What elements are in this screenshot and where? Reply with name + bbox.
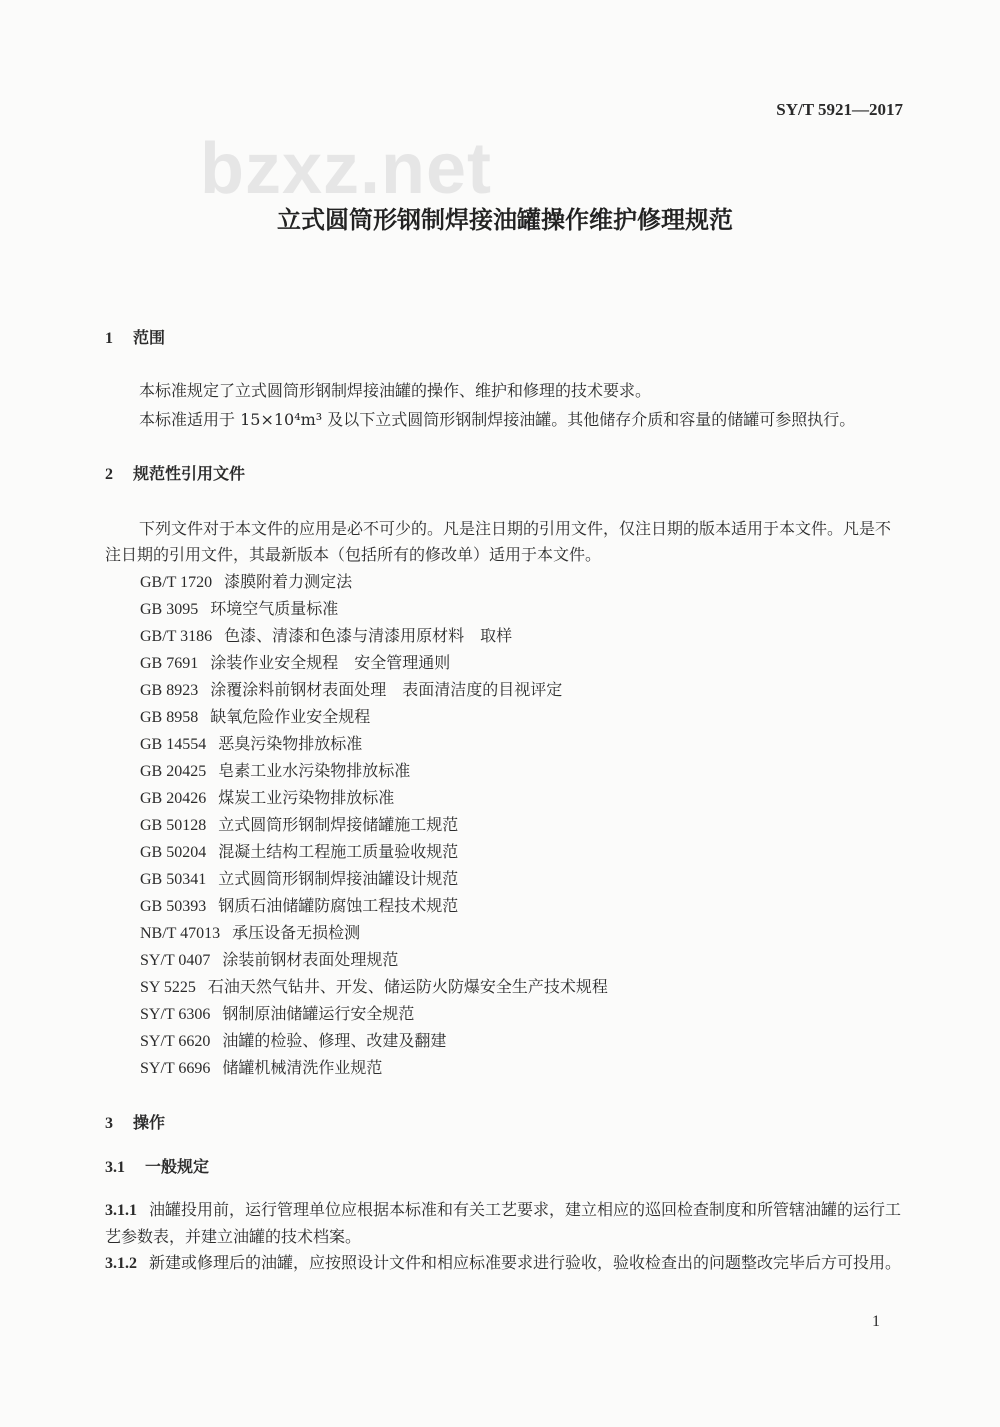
clause-text: 油罐投用前，运行管理单位应根据本标准和有关工艺要求，建立相应的巡回检查制度和所管辖油罐的运行工艺参数表，并建立油罐的技术档案。: [105, 1200, 902, 1246]
reference-code: GB 14554: [140, 736, 207, 753]
reference-name: 皂素工业水污染物排放标准: [218, 761, 411, 780]
reference-code: GB 8923: [140, 682, 199, 699]
paragraph: 本标准适用于 15×10⁴m³ 及以下立式圆筒形钢制焊接油罐。其他储存介质和容量的储罐可参照执行。: [139, 410, 856, 429]
section-1-heading: [105, 325, 165, 348]
reference-item: [140, 649, 608, 676]
reference-name: 承压设备无损检测: [232, 923, 361, 942]
reference-name: 煤炭工业污染物排放标准: [218, 788, 395, 807]
reference-list: [140, 568, 608, 1081]
reference-code: SY/T 6696: [140, 1060, 211, 1077]
reference-code: GB 20425: [140, 763, 207, 780]
reference-code: GB 50393: [140, 898, 207, 915]
reference-code: GB 20426: [140, 790, 207, 807]
reference-code: GB/T 3186: [140, 628, 213, 645]
reference-code: SY/T 0407: [140, 952, 211, 969]
reference-code: SY/T 6620: [140, 1033, 211, 1050]
clause-number: 3.1.1: [105, 1202, 137, 1219]
reference-code: GB 50341: [140, 871, 207, 888]
document-title: 立式圆筒形钢制焊接油罐操作维护修理规范: [277, 206, 733, 234]
reference-item: [140, 973, 608, 1000]
watermark: bzxz.net: [200, 129, 493, 209]
reference-name: 油罐的检验、修理、改建及翻建: [222, 1031, 447, 1050]
reference-item: [140, 838, 608, 865]
reference-item: [140, 811, 608, 838]
clause: [105, 1250, 905, 1277]
reference-item: [140, 676, 608, 703]
reference-item: [140, 730, 608, 757]
reference-name: 石油天然气钻井、开发、储运防火防爆安全生产技术规程: [207, 977, 608, 996]
subsection-number: 3.1: [105, 1159, 125, 1176]
reference-name: 环境空气质量标准: [210, 599, 339, 618]
section-title: 操作: [133, 1113, 166, 1132]
reference-item: [140, 1027, 608, 1054]
section-number: 3: [105, 1115, 113, 1132]
reference-code: GB 8958: [140, 709, 199, 726]
reference-item: [140, 946, 608, 973]
reference-name: 立式圆筒形钢制焊接储罐施工规范: [218, 815, 459, 834]
clause-number: 3.1.2: [105, 1255, 137, 1272]
section-number: 1: [105, 330, 113, 347]
reference-item: [140, 595, 608, 622]
reference-name: 涂装前钢材表面处理规范: [222, 950, 399, 969]
reference-name: 混凝土结构工程施工质量验收规范: [218, 842, 459, 861]
reference-name: 缺氧危险作业安全规程: [210, 707, 371, 726]
reference-code: SY/T 6306: [140, 1006, 211, 1023]
reference-name: 涂装作业安全规程 安全管理通则: [210, 653, 451, 672]
reference-item: [140, 919, 608, 946]
reference-item: [140, 622, 608, 649]
reference-name: 钢质石油储罐防腐蚀工程技术规范: [218, 896, 459, 915]
paragraph: 本标准规定了立式圆筒形钢制焊接油罐的操作、维护和修理的技术要求。: [139, 381, 652, 400]
standard-number: SY/T 5921—2017: [776, 100, 903, 119]
reference-name: 储罐机械清洗作业规范: [222, 1058, 383, 1077]
reference-code: GB 50128: [140, 817, 207, 834]
reference-item: [140, 865, 608, 892]
section-2-heading: [105, 461, 245, 484]
reference-item: [140, 1000, 608, 1027]
subsection-heading: [105, 1154, 209, 1177]
reference-item: [140, 703, 608, 730]
reference-item: [140, 784, 608, 811]
reference-code: GB 7691: [140, 655, 199, 672]
section-number: 2: [105, 466, 113, 483]
reference-name: 恶臭污染物排放标准: [218, 734, 363, 753]
clause-text: 新建或修理后的油罐，应按照设计文件和相应标准要求进行验收，验收检查出的问题整改完毕后方可投用。: [149, 1253, 902, 1272]
section-title: 规范性引用文件: [133, 464, 246, 483]
section-3-heading: [105, 1110, 165, 1133]
reference-code: GB 50204: [140, 844, 207, 861]
reference-item: [140, 892, 608, 919]
reference-name: 钢制原油储罐运行安全规范: [222, 1004, 415, 1023]
reference-code: GB 3095: [140, 601, 199, 618]
clause: [105, 1197, 905, 1250]
paragraph: 下列文件对于本文件的应用是必不可少的。凡是注日期的引用文件，仅注日期的版本适用于本文件。凡是不注日期的引用文件，其最新版本（包括所有的修改单）适用于本文件。: [105, 519, 892, 564]
reference-code: SY 5225: [140, 979, 196, 996]
reference-item: [140, 757, 608, 784]
section-title: 范围: [133, 328, 166, 347]
reference-name: 涂覆涂料前钢材表面处理 表面清洁度的目视评定: [210, 680, 563, 699]
reference-name: 色漆、清漆和色漆与清漆用原材料 取样: [224, 626, 513, 645]
subsection-title: 一般规定: [145, 1157, 210, 1176]
reference-item: [140, 568, 608, 595]
reference-name: 漆膜附着力测定法: [224, 572, 353, 591]
page-number: 1: [872, 1313, 880, 1330]
reference-name: 立式圆筒形钢制焊接油罐设计规范: [218, 869, 459, 888]
reference-item: [140, 1054, 608, 1081]
reference-code: GB/T 1720: [140, 574, 213, 591]
reference-code: NB/T 47013: [140, 925, 221, 942]
